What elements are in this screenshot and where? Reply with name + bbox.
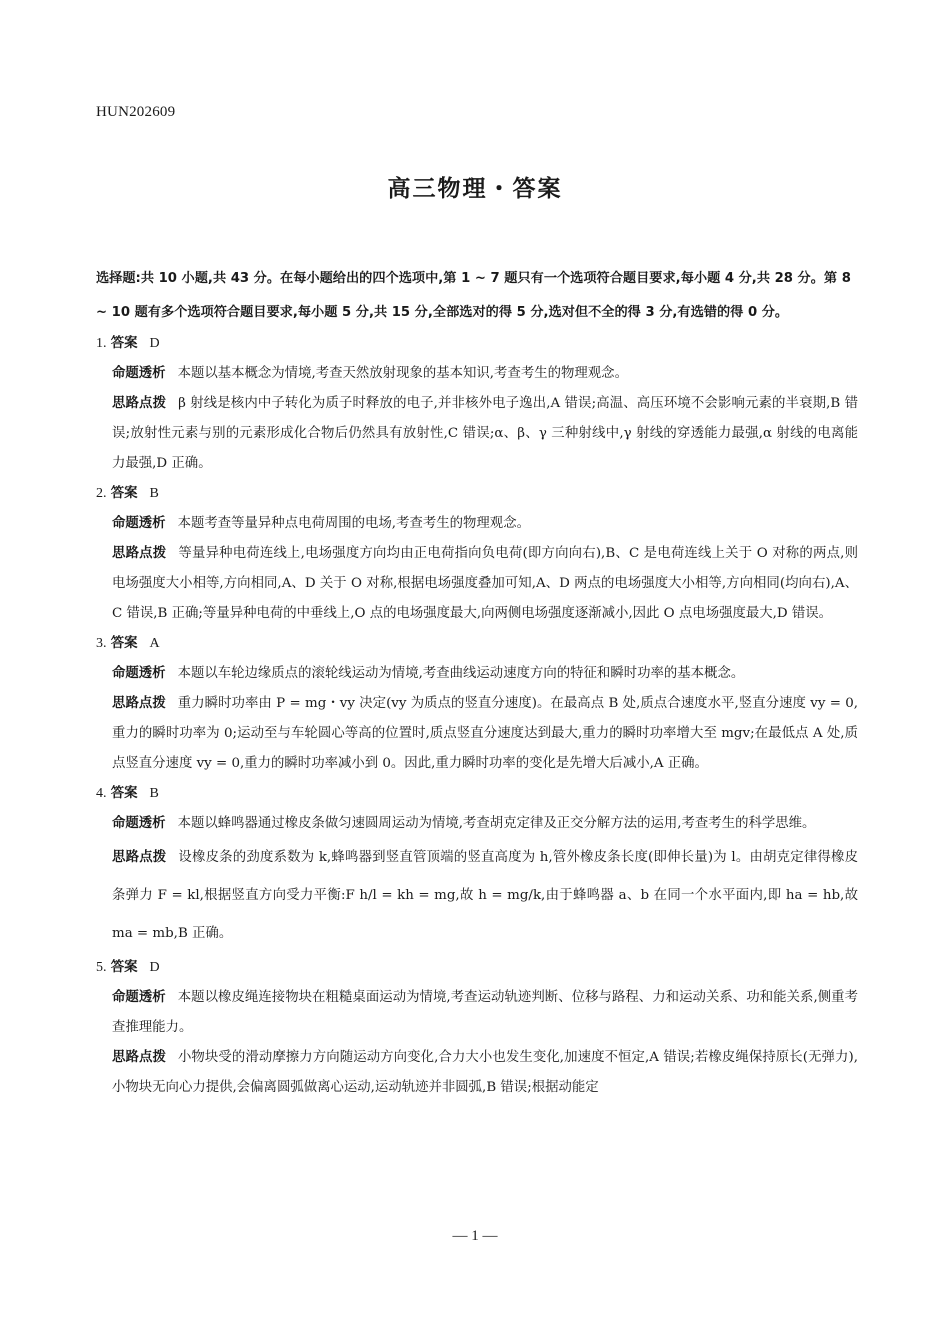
hint-paragraph — [112, 539, 858, 629]
answer-content — [96, 262, 858, 1103]
hint-label: 思路点拨 — [112, 696, 166, 711]
answer-value: D — [149, 960, 160, 975]
insight-text: 本题以蜂鸣器通过橡皮条做匀速圆周运动为情境,考查胡克定律及正交分解方法的运用,考查考生的科学思维。 — [177, 816, 816, 831]
hint-label: 思路点拨 — [112, 1050, 166, 1065]
insight-label: 命题透析 — [112, 990, 166, 1005]
question-number: 3. — [96, 636, 107, 651]
answer-label: 答案 — [110, 636, 138, 651]
hint-label: 思路点拨 — [112, 546, 167, 561]
instructions-paragraph: 选择题:共 10 小题,共 43 分。在每小题给出的四个选项中,第 1 ~ 7 题只有一个选项符合题目要求,每小题 4 分,共 28 分。第 8 ~ 10 题有多个选项符合题目要求,每小题 5 分,共 15 分,全部选对的得 5 分,选对但不全的得 3 分,有选错的得 0 分。 — [96, 271, 851, 320]
hint-label: 思路点拨 — [112, 396, 167, 411]
answer-line — [96, 329, 858, 359]
answer-label: 答案 — [110, 786, 138, 801]
answer-line — [96, 953, 858, 983]
hint-paragraph — [112, 839, 858, 953]
answer-label: 答案 — [110, 486, 138, 501]
insight-label: 命题透析 — [112, 516, 166, 531]
insight-label: 命题透析 — [112, 666, 166, 681]
insight-text: 本题以基本概念为情境,考查天然放射现象的基本知识,考查考生的物理观念。 — [177, 366, 628, 381]
hint-text: β 射线是核内中子转化为质子时释放的电子,并非核外电子逸出,A 错误;高温、高压环境不会影响元素的半衰期,B 错误;放射性元素与别的元素形成化合物后仍然具有放射性,C 错误;α、β、γ 三种射线中,γ 射线的穿透能力最强,α 射线的电离能力最强,D 正确。 — [112, 396, 858, 471]
question-block — [96, 953, 858, 1103]
question-block — [96, 629, 858, 779]
answer-line — [96, 629, 858, 659]
insight-text: 本题考查等量异种点电荷周围的电场,考查考生的物理观念。 — [177, 516, 530, 531]
insight-label: 命题透析 — [112, 366, 166, 381]
insight-paragraph — [112, 509, 858, 539]
hint-paragraph — [112, 389, 858, 479]
hint-text: 小物块受的滑动摩擦力方向随运动方向变化,合力大小也发生变化,加速度不恒定,A 错误;若橡皮绳保持原长(无弹力),小物块无向心力提供,会偏离圆弧做离心运动,运动轨迹并非圆弧,B 错误;根据动能定 — [112, 1050, 858, 1095]
question-block — [96, 329, 858, 479]
page-title: 高三物理・答案 — [387, 176, 563, 202]
insight-paragraph — [112, 659, 858, 689]
answer-line — [96, 779, 858, 809]
hint-paragraph — [112, 1043, 858, 1103]
document-code: HUN202609 — [96, 104, 176, 120]
answer-value: B — [149, 486, 159, 501]
hint-label: 思路点拨 — [112, 850, 167, 865]
insight-label: 命题透析 — [112, 816, 166, 831]
answer-line — [96, 479, 858, 509]
hint-text: 设橡皮条的劲度系数为 k,蜂鸣器到竖直管顶端的竖直高度为 h,管外橡皮条长度(即伸长量)为 l。由胡克定律得橡皮条弹力 F = kl,根据竖直方向受力平衡:F h/l = kh = mg,故 h = mg/k,由于蜂鸣器 a、b 在同一个水平面内,即 ha = hb,故 ma = mb,B 正确。 — [112, 850, 859, 941]
insight-paragraph — [112, 809, 858, 839]
question-block — [96, 479, 858, 629]
question-number: 1. — [96, 336, 107, 351]
question-number: 5. — [96, 960, 107, 975]
hint-text: 等量异种电荷连线上,电场强度方向均由正电荷指向负电荷(即方向向右),B、C 是电荷连线上关于 O 对称的两点,则电场强度大小相等,方向相同,A、D 关于 O 对称,根据电场强度叠加可知,A、D 两点的电场强度大小相等,方向相同(均向右),A、C 错误,B 正确;等量异种电荷的中垂线上,O 点的电场强度最大,向两侧电场强度逐渐减小,因此 O 点电场强度最大,D 错误。 — [112, 546, 858, 621]
question-number: 4. — [96, 786, 107, 801]
hint-text: 重力瞬时功率由 P = mg・vy 决定(vy 为质点的竖直分速度)。在最高点 B 处,质点合速度水平,竖直分速度 vy = 0,重力的瞬时功率为 0;运动至与车轮圆心等高的位置时,质点竖直分速度达到最大,重力的瞬时功率增大至 mgv;在最低点 A 处,质点竖直分速度 vy = 0,重力的瞬时功率减小到 0。因此,重力瞬时功率的变化是先增大后减小,A 正确。 — [112, 696, 859, 771]
answer-label: 答案 — [110, 336, 138, 351]
insight-text: 本题以车轮边缘质点的滚轮线运动为情境,考查曲线运动速度方向的特征和瞬时功率的基本概念。 — [177, 666, 745, 681]
question-number: 2. — [96, 486, 107, 501]
hint-paragraph — [112, 689, 858, 779]
insight-paragraph — [112, 983, 858, 1043]
answer-value: B — [149, 786, 159, 801]
insight-text: 本题以橡皮绳连接物块在粗糙桌面运动为情境,考查运动轨迹判断、位移与路程、力和运动关系、功和能关系,侧重考查推理能力。 — [112, 990, 859, 1035]
answer-value: A — [149, 636, 160, 651]
answer-value: D — [149, 336, 160, 351]
answer-label: 答案 — [110, 960, 138, 975]
page-number: — 1 — — [452, 1228, 498, 1244]
question-block — [96, 779, 858, 953]
insight-paragraph — [112, 359, 858, 389]
